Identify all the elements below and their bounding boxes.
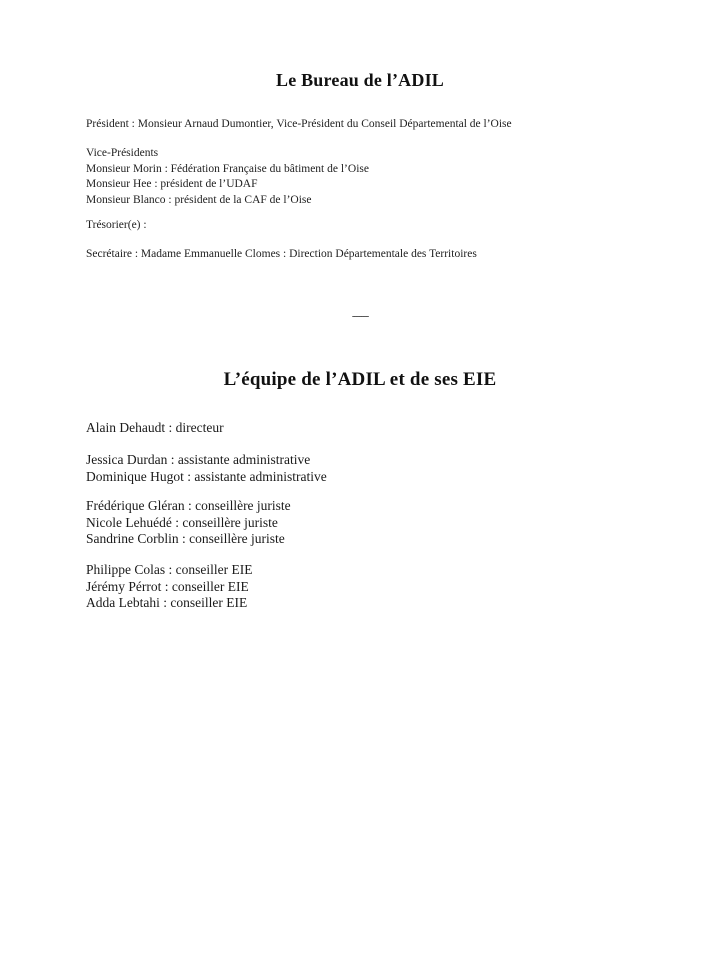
team-member-item: Frédérique Gléran : conseillère juriste: [86, 498, 291, 513]
bureau-vice-presidents-section: [86, 146, 686, 208]
equipe-conseillers-eie-group: [86, 562, 686, 612]
team-member-item: Alain Dehaudt : directeur: [86, 420, 224, 435]
tresorier-line: Trésorier(e) :: [86, 219, 147, 231]
vice-presidents-heading: Vice-Présidents: [86, 147, 159, 159]
team-member-item: Adda Lebtahi : conseiller EIE: [86, 595, 248, 610]
secretaire-line: Secrétaire : Madame Emmanuelle Clomes : Direction Départementale des Territoires: [86, 248, 477, 260]
team-member-item: Sandrine Corblin : conseillère juriste: [86, 531, 285, 546]
vice-president-item: Monsieur Morin : Fédération Française du bâtiment de l’Oise: [86, 162, 369, 175]
equipe-juristes-group: [86, 498, 686, 548]
equipe-assistants-group: [86, 452, 686, 485]
bureau-president-section: [86, 117, 686, 133]
bureau-tresorier-section: [86, 218, 686, 234]
team-member-item: Philippe Colas : conseiller EIE: [86, 562, 253, 577]
team-member-item: Nicole Lehuédé : conseillère juriste: [86, 514, 278, 530]
bureau-title: Le Bureau de l’ADIL: [276, 70, 444, 90]
team-member-item: Dominique Hugot : assistante administrative: [86, 468, 327, 484]
team-member-item: Jérémy Pérrot : conseiller EIE: [86, 578, 249, 594]
equipe-title: L’équipe de l’ADIL et de ses EIE: [223, 369, 497, 390]
vice-president-item: Monsieur Hee : président de l’UDAF: [86, 178, 258, 190]
bureau-president-line: Président : Monsieur Arnaud Dumontier, Vice-Président du Conseil Départemental de l’Oise: [86, 118, 512, 130]
vice-president-item: Monsieur Blanco : président de la CAF de l’Oise: [86, 193, 312, 206]
section-separator: -------: [351, 311, 369, 322]
equipe-director-group: [86, 420, 686, 437]
team-member-item: Jessica Durdan : assistante administrative: [86, 452, 311, 467]
bureau-secretaire-section: [86, 247, 686, 263]
